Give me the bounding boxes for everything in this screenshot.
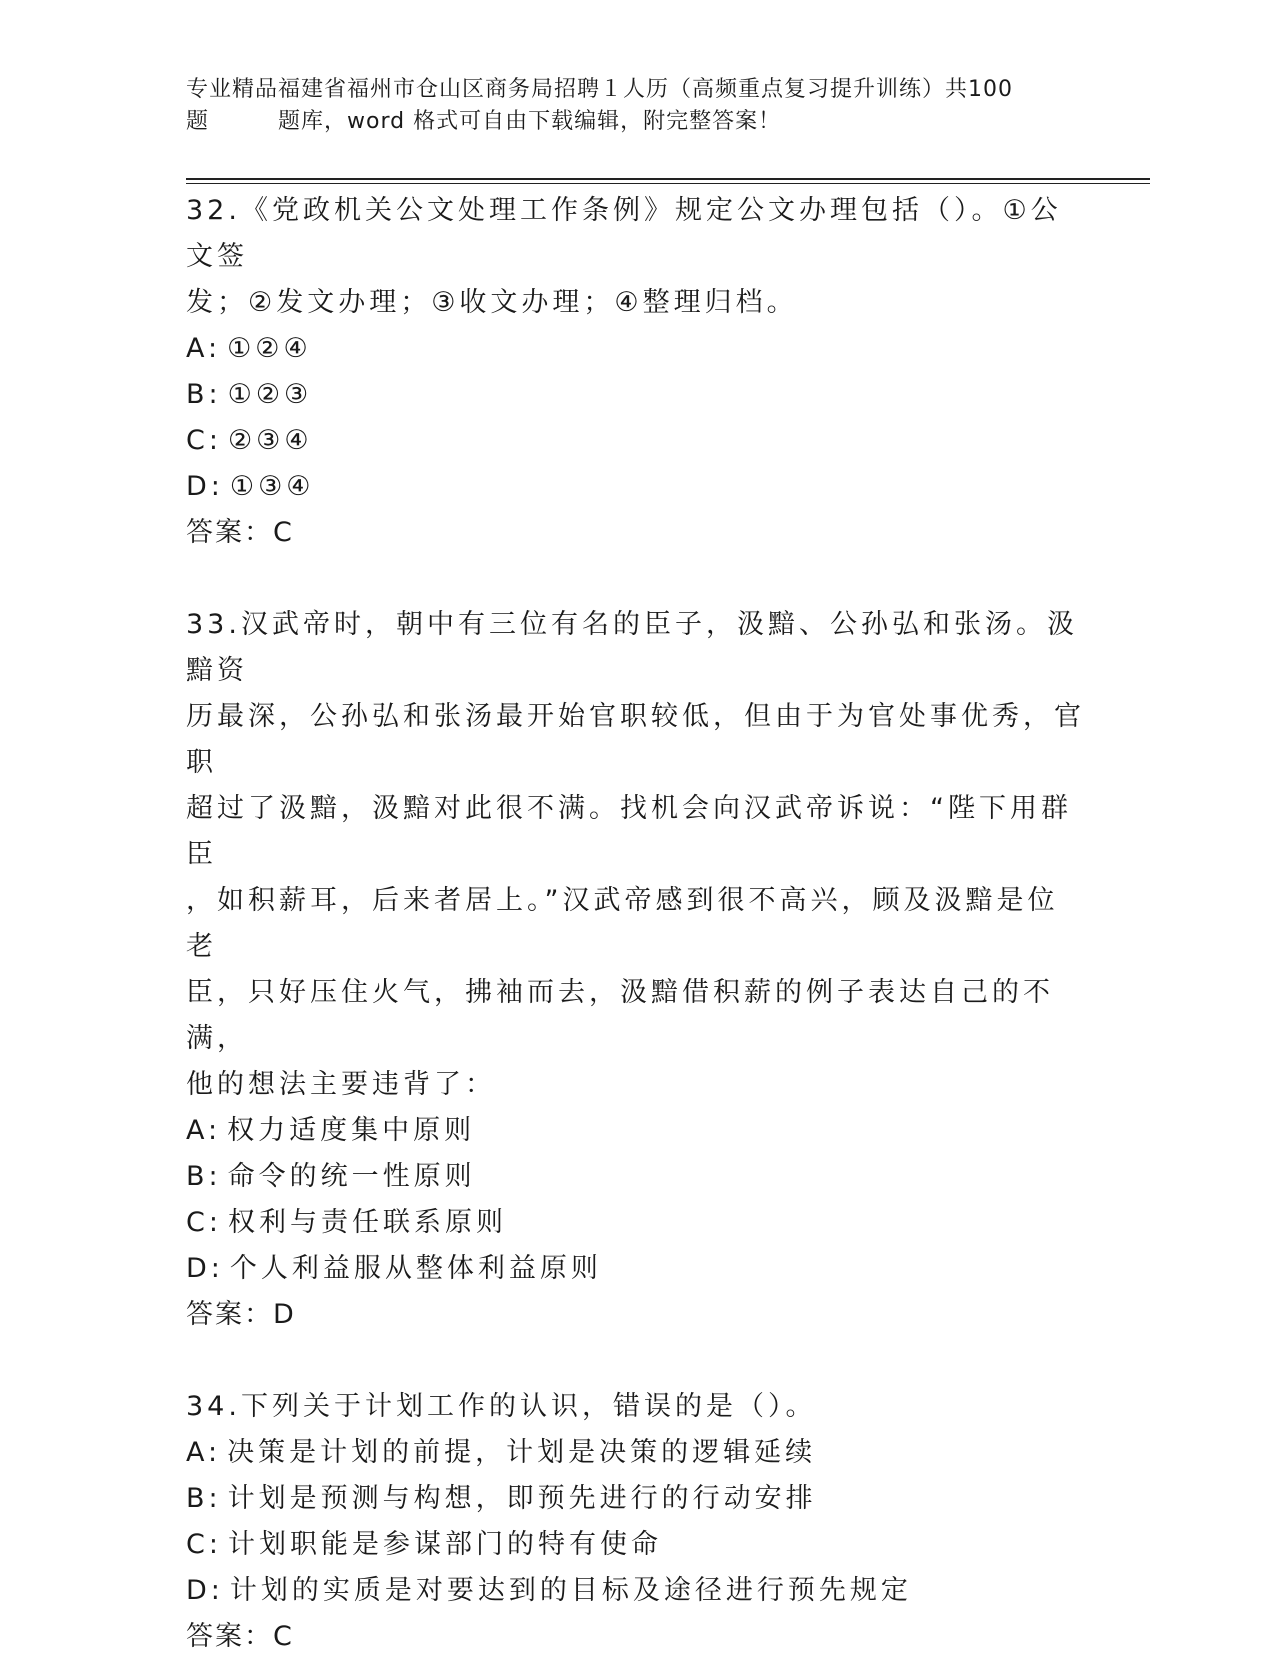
option-text: ②③④ <box>227 425 313 456</box>
option-c <box>186 418 1086 464</box>
answer: 答案：C <box>186 1621 294 1652</box>
header-rule-thin <box>186 183 1150 184</box>
spacer <box>186 556 1086 602</box>
question-block <box>186 602 1086 1338</box>
option-b <box>186 1476 1086 1522</box>
header-line-2: 题 题库，word 格式可自由下载编辑，附完整答案！ <box>186 109 782 134</box>
question-text-line: 32.《党政机关公文处理工作条例》规定公文办理包括（）。①公文签 <box>186 195 1062 272</box>
question-text-line: 超过了汲黯，汲黯对此很不满。找机会向汉武帝诉说：“陛下用群臣 <box>186 793 1072 870</box>
option-label: B: <box>186 1161 222 1192</box>
answer: 答案：D <box>186 1299 296 1330</box>
question-text-line: 臣，只好压住火气，拂袖而去，汲黯借积薪的例子表达自己的不满， <box>186 977 1054 1054</box>
option-label: A: <box>186 333 222 364</box>
option-label: D: <box>186 471 224 502</box>
option-label: C: <box>186 1529 222 1560</box>
header-line-1: 专业精品福建省福州市仓山区商务局招聘１人历（高频重点复习提升训练）共100 <box>186 77 1013 102</box>
option-a <box>186 1430 1086 1476</box>
option-d <box>186 1246 1086 1292</box>
option-label: C: <box>186 425 222 456</box>
question-text-line: 他的想法主要违背了： <box>186 1069 496 1100</box>
question-list <box>186 188 1086 1660</box>
option-label: B: <box>186 1483 222 1514</box>
option-b <box>186 1154 1086 1200</box>
option-c <box>186 1200 1086 1246</box>
question-block <box>186 1384 1086 1660</box>
question-text-line: ，如积薪耳，后来者居上。”汉武帝感到很不高兴，顾及汲黯是位老 <box>186 885 1059 962</box>
option-label: D: <box>186 1575 224 1606</box>
option-c <box>186 1522 1086 1568</box>
document-header <box>186 74 1086 138</box>
spacer <box>186 1338 1086 1384</box>
header-rule <box>186 178 1150 180</box>
option-text: 命令的统一性原则 <box>227 1161 476 1192</box>
option-text: ①②④ <box>227 333 312 364</box>
option-text: 计划的实质是对要达到的目标及途径进行预先规定 <box>229 1575 912 1606</box>
option-text: 权力适度集中原则 <box>227 1115 476 1146</box>
option-d <box>186 464 1086 510</box>
question-block <box>186 188 1086 556</box>
question-text-line: 33.汉武帝时，朝中有三位有名的臣子，汲黯、公孙弘和张汤。汲黯资 <box>186 609 1078 686</box>
option-label: A: <box>186 1437 222 1468</box>
option-text: 决策是计划的前提，计划是决策的逻辑延续 <box>227 1437 817 1468</box>
option-label: D: <box>186 1253 224 1284</box>
question-text-line: 34.下列关于计划工作的认识，错误的是（）。 <box>186 1391 817 1422</box>
option-text: 计划是预测与构想，即预先进行的行动安排 <box>227 1483 817 1514</box>
option-label: C: <box>186 1207 222 1238</box>
option-text: ①②③ <box>227 379 313 410</box>
option-text: 权利与责任联系原则 <box>227 1207 507 1238</box>
option-label: B: <box>186 379 222 410</box>
option-d <box>186 1568 1086 1614</box>
option-text: ①③④ <box>229 471 315 502</box>
option-a <box>186 326 1086 372</box>
option-label: A: <box>186 1115 222 1146</box>
option-b <box>186 372 1086 418</box>
question-text-line: 发；②发文办理；③收文办理；④整理归档。 <box>186 287 798 318</box>
question-text-line: 历最深，公孙弘和张汤最开始官职较低，但由于为官处事优秀，官职 <box>186 701 1085 778</box>
option-a <box>186 1108 1086 1154</box>
option-text: 计划职能是参谋部门的特有使命 <box>227 1529 662 1560</box>
option-text: 个人利益服从整体利益原则 <box>229 1253 602 1284</box>
answer: 答案：C <box>186 517 294 548</box>
